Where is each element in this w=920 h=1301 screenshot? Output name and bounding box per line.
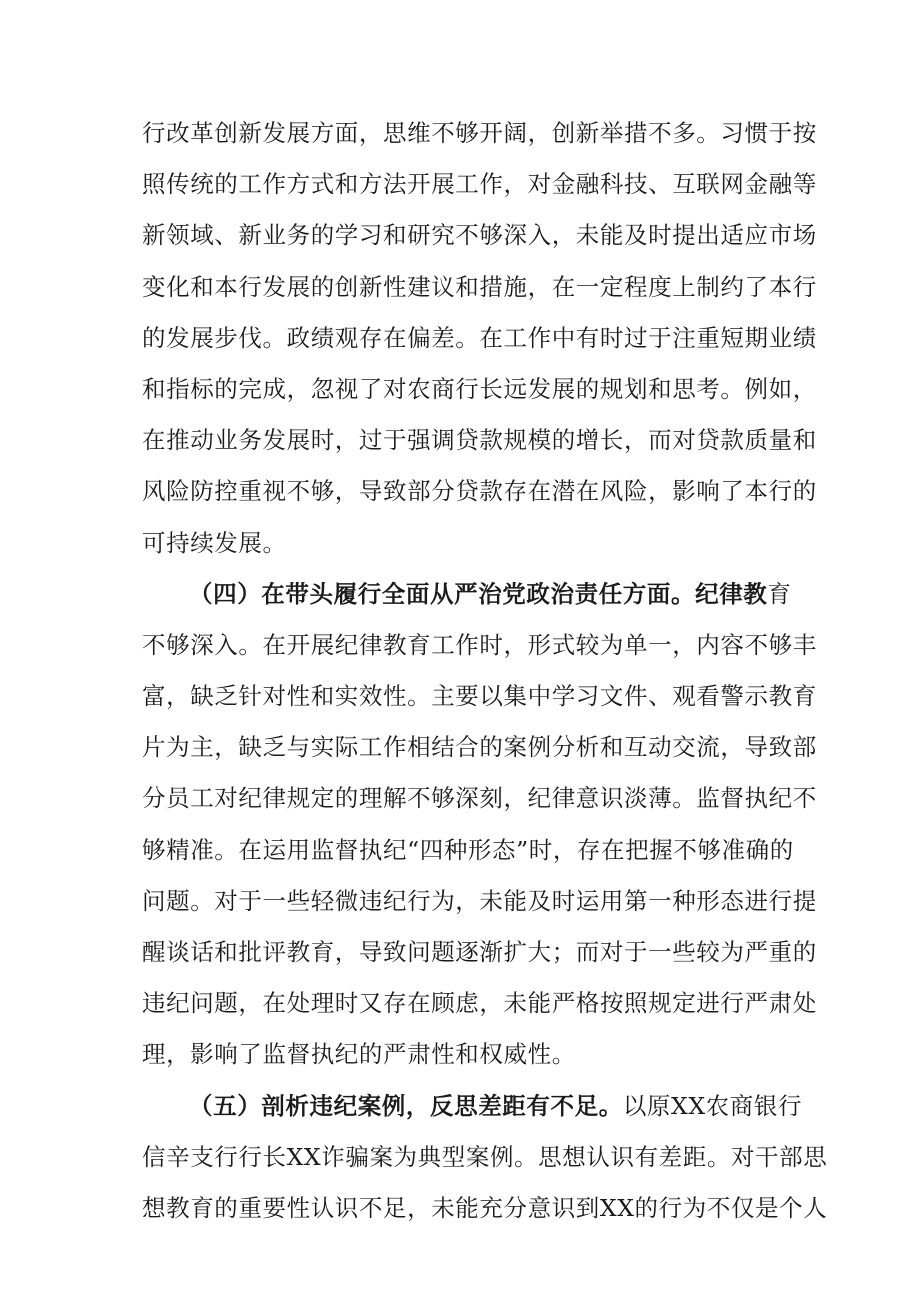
paragraph-line: 风险防控重视不够，导致部分贷款存在潜在风险，影响了本行的 (142, 477, 817, 506)
paragraph-line: 新领域、新业务的学习和研究不够深入，未能及时提出适应市场 (142, 221, 817, 250)
paragraph-line: 信辛支行行长XX诈骗案为典型案例。思想认识有差距。对干部思 (142, 1142, 828, 1171)
section-heading-tail: 育 (767, 579, 792, 608)
paragraph-line: 够精准。在运用监督执纪“四种形态”时，存在把握不够准确的 (142, 835, 794, 864)
paragraph-line: 照传统的工作方式和方法开展工作，对金融科技、互联网金融等 (142, 170, 817, 199)
paragraph-line: 在推动业务发展时，过于强调贷款规模的增长，而对贷款质量和 (142, 426, 817, 455)
section-heading: （五）剖析违纪案例，反思差距有不足。 (189, 1091, 623, 1120)
body-text (142, 108, 828, 1234)
paragraph-line: 可持续发展。 (142, 528, 287, 557)
paragraph-line: 分员工对纪律规定的理解不够深刻，纪律意识淡薄。监督执纪不 (142, 784, 817, 813)
paragraph-line: 理，影响了监督执纪的严肃性和权威性。 (142, 1040, 576, 1069)
paragraph-line: 违纪问题，在处理时又存在顾虑，未能严格按照规定进行严肃处 (142, 989, 817, 1018)
paragraph-line: 和指标的完成，忽视了对农商行长远发展的规划和思考。例如， (142, 374, 817, 403)
paragraph-line: 问题。对于一些轻微违纪行为，未能及时运用第一种形态进行提 (142, 886, 817, 915)
paragraph-line: 不够深入。在开展纪律教育工作时，形式较为单一，内容不够丰 (142, 630, 817, 659)
paragraph-line: 的发展步伐。政绩观存在偏差。在工作中有时过于注重短期业绩 (142, 323, 817, 352)
section-heading: （四）在带头履行全面从严治党政治责任方面。纪律教 (189, 579, 768, 608)
section-four-heading-line (142, 569, 790, 620)
section-heading-tail: 以原XX农商银行 (622, 1091, 803, 1120)
paragraph-line: 行改革创新发展方面，思维不够开阔，创新举措不多。习惯于按 (142, 119, 817, 147)
paragraph-line: 醒谈话和批评教育，导致问题逐渐扩大；而对于一些较为严重的 (142, 938, 817, 966)
paragraph-line: 想教育的重要性认识不足，未能充分意识到XX的行为不仅是个人 (142, 1193, 828, 1222)
paragraph-line: 片为主，缺乏与实际工作相结合的案例分析和互动交流，导致部 (142, 733, 817, 762)
paragraph-line: 富，缺乏针对性和实效性。主要以集中学习文件、观看警示教育 (142, 682, 817, 711)
paragraph-line: 变化和本行发展的创新性建议和措施，在一定程度上制约了本行 (142, 272, 817, 301)
section-five-heading-line (142, 1081, 803, 1132)
